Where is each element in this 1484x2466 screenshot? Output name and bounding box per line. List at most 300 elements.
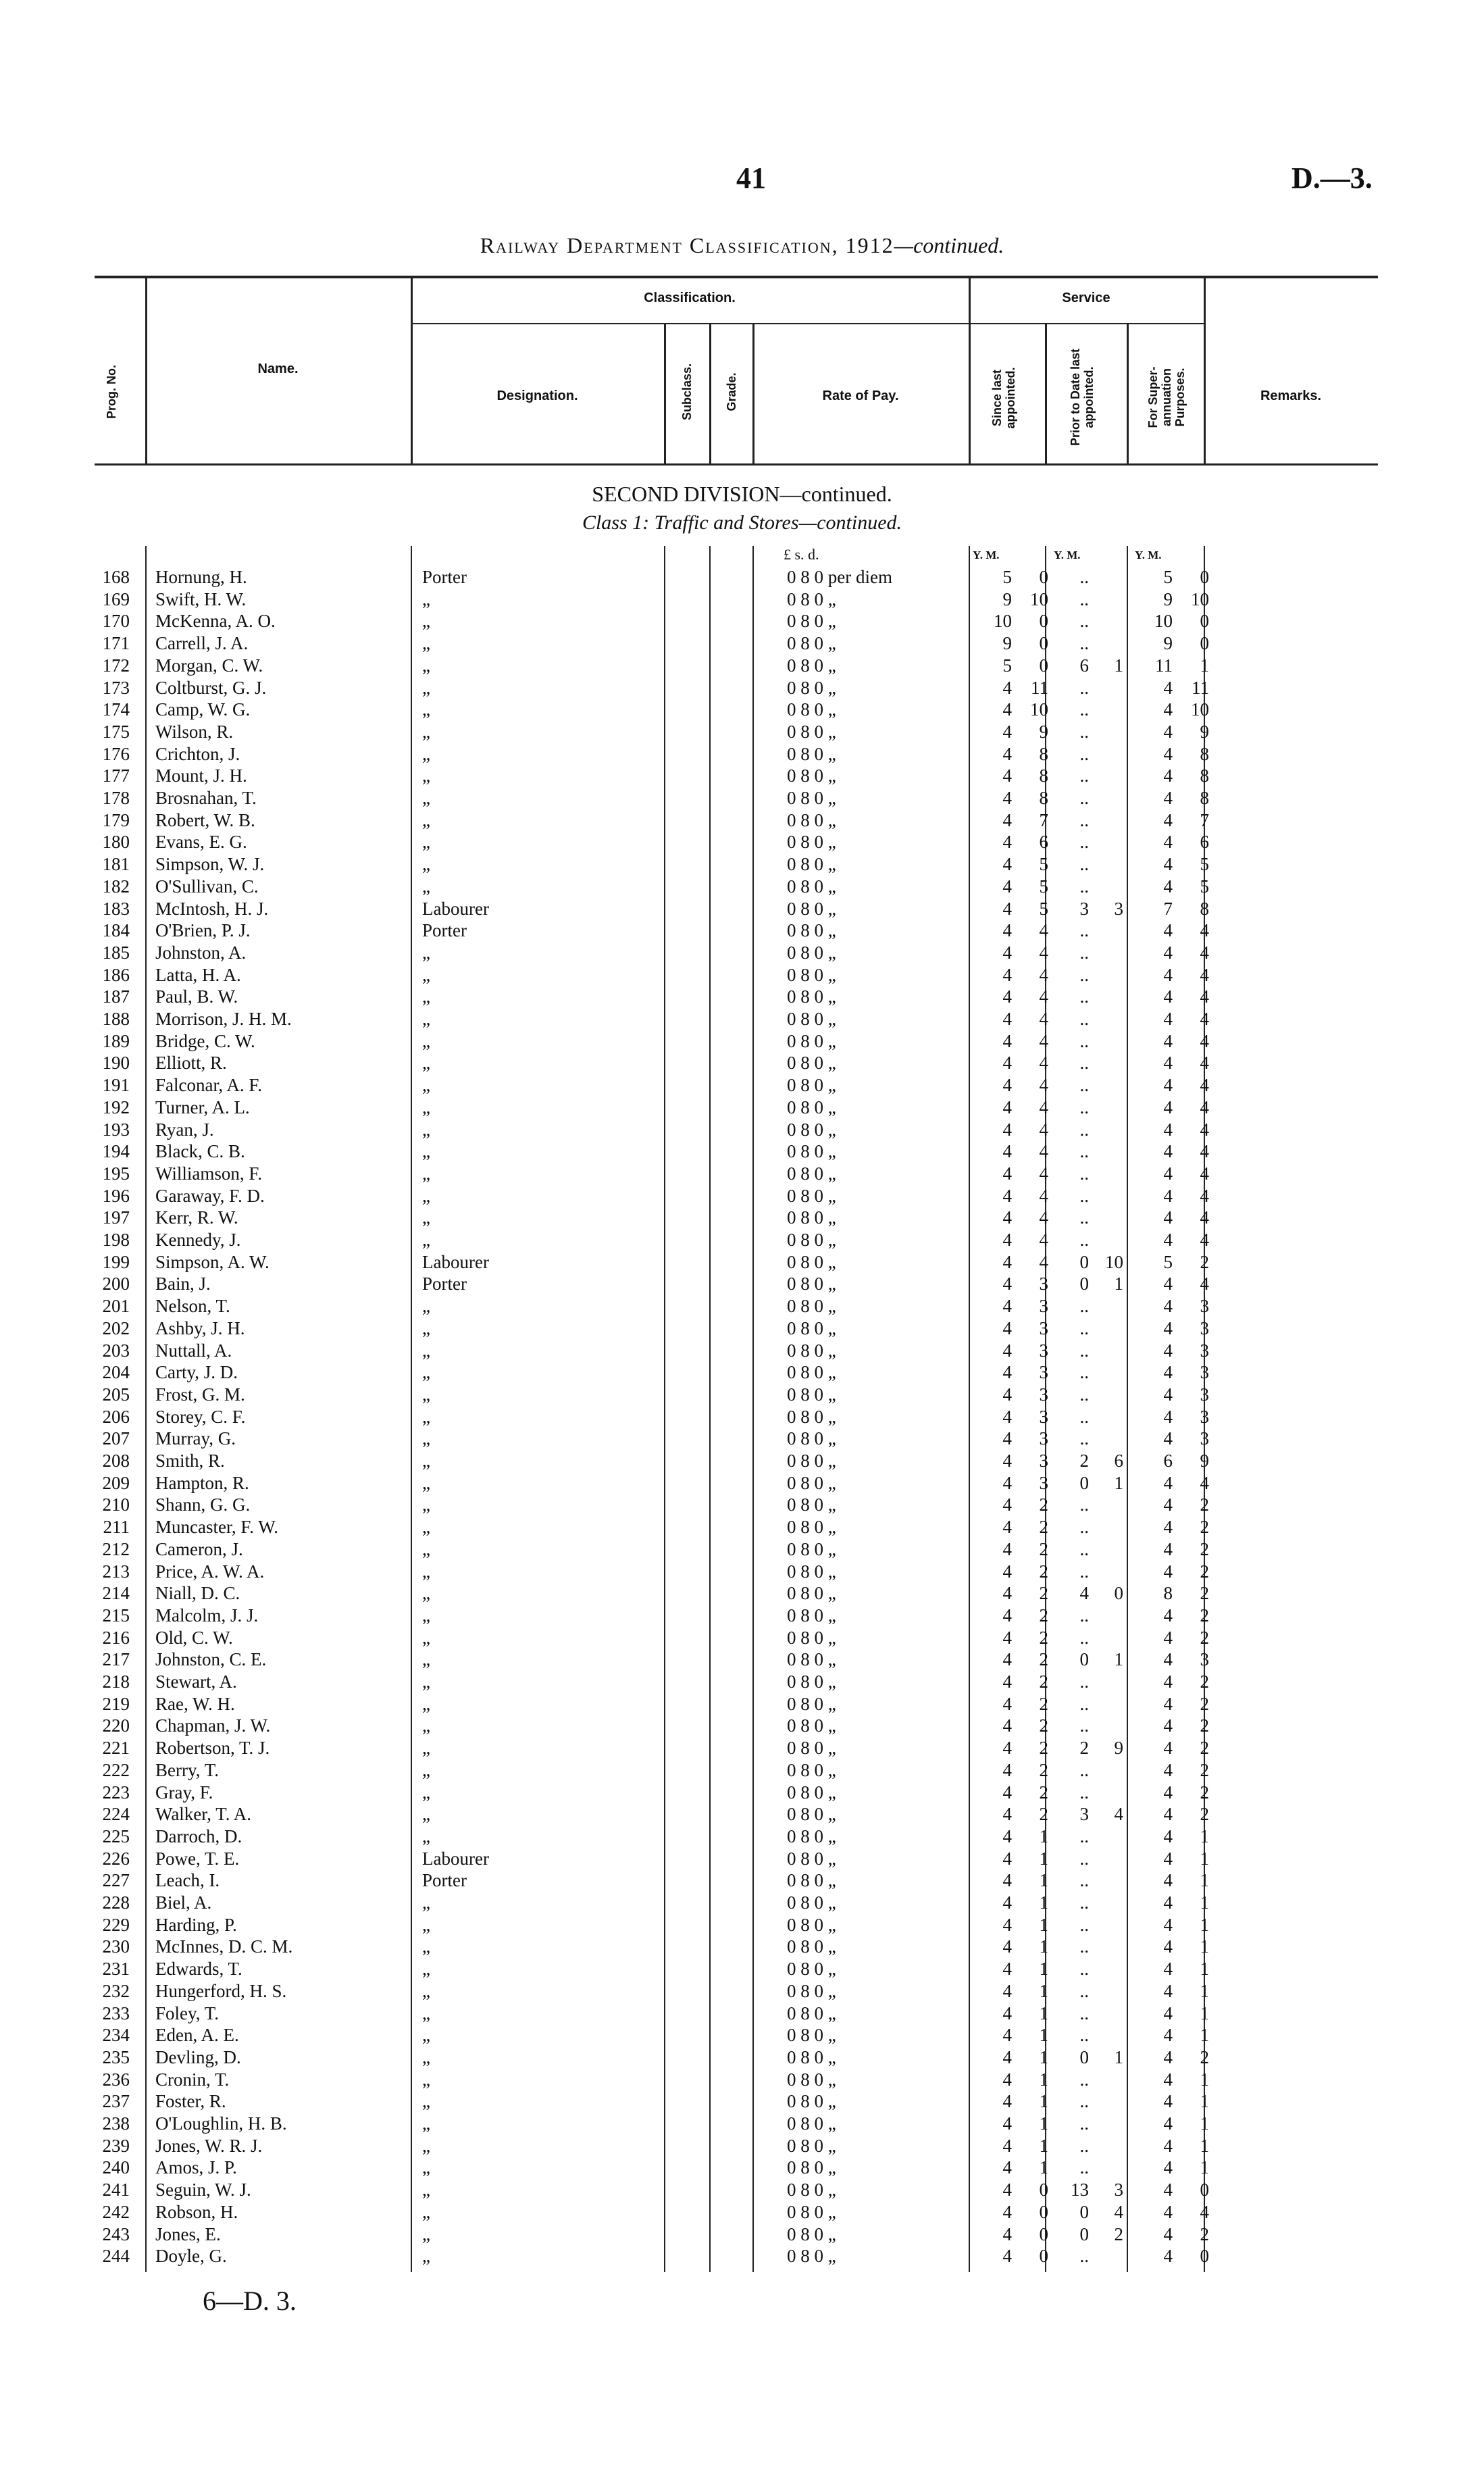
employee-name: Kerr, R. W. bbox=[155, 1207, 238, 1228]
super-months: 10 bbox=[1191, 699, 1209, 720]
super-months: 1 bbox=[1200, 1826, 1209, 1846]
table-row bbox=[0, 986, 1484, 1008]
employee-name: Seguin, W. J. bbox=[155, 2180, 251, 2200]
since-months: 0 bbox=[1039, 2246, 1048, 2267]
rate-of-pay: 0 8 0 „ bbox=[787, 2223, 836, 2244]
since-months: 4 bbox=[1039, 1097, 1048, 1117]
employee-name: Hungerford, H. S. bbox=[155, 1980, 287, 2001]
prior-years: .. bbox=[1079, 1936, 1089, 1957]
super-years: 9 bbox=[1163, 588, 1173, 609]
super-months: 9 bbox=[1200, 1451, 1209, 1471]
since-months: 2 bbox=[1039, 1693, 1048, 1714]
since-months: 1 bbox=[1039, 1826, 1048, 1846]
prog-no: 231 bbox=[102, 1959, 130, 1980]
super-months: 4 bbox=[1200, 1075, 1209, 1096]
super-years: 4 bbox=[1163, 809, 1173, 830]
rate-of-pay: 0 8 0 „ bbox=[787, 1980, 836, 2001]
designation: „ bbox=[422, 2201, 430, 2222]
table-row bbox=[0, 2201, 1484, 2223]
prior-years: 0 bbox=[1079, 1649, 1089, 1670]
employee-name: McIntosh, H. J. bbox=[155, 898, 269, 919]
table-row bbox=[0, 1803, 1484, 1826]
employee-name: Niall, D. C. bbox=[155, 1583, 240, 1604]
since-months: 1 bbox=[1039, 1848, 1048, 1869]
since-years: 4 bbox=[1002, 699, 1012, 720]
employee-name: Old, C. W. bbox=[155, 1627, 233, 1648]
since-years: 4 bbox=[1002, 1251, 1012, 1272]
employee-name: O'Loughlin, H. B. bbox=[155, 2113, 287, 2134]
super-years: 4 bbox=[1163, 1472, 1173, 1493]
employee-name: Coltburst, G. J. bbox=[155, 677, 267, 698]
rate-of-pay: 0 8 0 „ bbox=[787, 699, 836, 720]
designation: „ bbox=[422, 1892, 430, 1913]
table-row bbox=[0, 787, 1484, 809]
employee-name: Malcolm, J. J. bbox=[155, 1605, 259, 1626]
super-years: 4 bbox=[1163, 1406, 1173, 1427]
super-months: 0 bbox=[1200, 633, 1209, 654]
super-years: 4 bbox=[1163, 1804, 1173, 1825]
since-years: 4 bbox=[1002, 2091, 1012, 2112]
super-years: 8 bbox=[1163, 1583, 1173, 1604]
since-months: 4 bbox=[1039, 986, 1048, 1007]
since-years: 4 bbox=[1002, 1009, 1012, 1029]
super-years: 4 bbox=[1163, 2246, 1173, 2267]
prior-years: .. bbox=[1079, 1119, 1089, 1140]
rate-of-pay: 0 8 0 „ bbox=[787, 1009, 836, 1029]
since-years: 10 bbox=[994, 611, 1012, 632]
table-row bbox=[0, 1516, 1484, 1538]
since-months: 4 bbox=[1039, 1075, 1048, 1096]
since-months: 7 bbox=[1039, 809, 1048, 830]
super-months: 2 bbox=[1200, 1538, 1209, 1559]
prog-no: 238 bbox=[102, 2113, 130, 2134]
prior-years: .. bbox=[1079, 2113, 1089, 2134]
since-months: 3 bbox=[1039, 1317, 1048, 1338]
super-years: 4 bbox=[1163, 1030, 1173, 1051]
since-months: 4 bbox=[1039, 942, 1048, 963]
prog-no: 169 bbox=[102, 588, 130, 609]
since-months: 2 bbox=[1039, 1605, 1048, 1626]
table-row bbox=[0, 1185, 1484, 1207]
table-row bbox=[0, 2046, 1484, 2069]
rate-of-pay: 0 8 0 „ bbox=[787, 986, 836, 1007]
super-years: 4 bbox=[1163, 1759, 1173, 1780]
employee-name: Cronin, T. bbox=[155, 2069, 230, 2090]
table-row bbox=[0, 809, 1484, 832]
designation: Labourer bbox=[422, 1251, 489, 1272]
prog-no: 184 bbox=[102, 920, 130, 941]
col-divider bbox=[709, 323, 711, 465]
prior-months: 3 bbox=[1114, 898, 1123, 919]
rate-of-pay: 0 8 0 „ bbox=[787, 1230, 836, 1250]
super-months: 4 bbox=[1200, 964, 1209, 985]
since-months: 1 bbox=[1039, 2091, 1048, 2112]
table-row bbox=[0, 2003, 1484, 2025]
prior-months: 1 bbox=[1114, 1472, 1123, 1493]
col-divider bbox=[664, 323, 666, 465]
table-row bbox=[0, 2069, 1484, 2091]
rate-of-pay: 0 8 0 „ bbox=[787, 2157, 836, 2178]
rate-of-pay: 0 8 0 „ bbox=[787, 1583, 836, 1604]
rate-of-pay: 0 8 0 „ bbox=[787, 2246, 836, 2267]
super-years: 4 bbox=[1163, 788, 1173, 808]
since-years: 4 bbox=[1002, 1406, 1012, 1427]
rate-of-pay: 0 8 0 „ bbox=[787, 743, 836, 764]
table-row bbox=[0, 1472, 1484, 1494]
rate-of-pay: 0 8 0 „ bbox=[787, 1119, 836, 1140]
table-row bbox=[0, 1538, 1484, 1561]
rate-of-pay: 0 8 0 „ bbox=[787, 1759, 836, 1780]
employee-name: Robertson, T. J. bbox=[155, 1738, 270, 1759]
prog-no: 234 bbox=[102, 2025, 130, 2046]
designation: „ bbox=[422, 1914, 430, 1935]
since-months: 2 bbox=[1039, 1627, 1048, 1648]
super-years: 4 bbox=[1163, 1627, 1173, 1648]
table-row bbox=[0, 1693, 1484, 1715]
prog-no: 170 bbox=[102, 611, 130, 632]
since-years: 4 bbox=[1002, 765, 1012, 786]
employee-name: Crichton, J. bbox=[155, 743, 240, 764]
super-months: 4 bbox=[1200, 1185, 1209, 1206]
since-years: 4 bbox=[1002, 809, 1012, 830]
employee-name: Walker, T. A. bbox=[155, 1804, 251, 1825]
units-super: Y. M. bbox=[1135, 549, 1162, 561]
since-months: 3 bbox=[1039, 1274, 1048, 1294]
since-years: 4 bbox=[1002, 2025, 1012, 2046]
rate-of-pay: 0 8 0 „ bbox=[787, 1517, 836, 1538]
since-months: 2 bbox=[1039, 1517, 1048, 1538]
super-months: 4 bbox=[1200, 1009, 1209, 1029]
prior-years: .. bbox=[1079, 1848, 1089, 1869]
designation: „ bbox=[422, 1317, 430, 1338]
rate-of-pay: 0 8 0 „ bbox=[787, 1472, 836, 1493]
employee-name: Kennedy, J. bbox=[155, 1230, 241, 1250]
since-years: 4 bbox=[1002, 2135, 1012, 2156]
since-months: 1 bbox=[1039, 2069, 1048, 2090]
since-months: 0 bbox=[1039, 611, 1048, 632]
since-months: 0 bbox=[1039, 567, 1048, 587]
prior-years: .. bbox=[1079, 854, 1089, 875]
prior-years: .. bbox=[1079, 1627, 1089, 1648]
col-divider bbox=[1045, 323, 1047, 465]
rate-of-pay: 0 8 0 „ bbox=[787, 1451, 836, 1471]
table-row bbox=[0, 2179, 1484, 2201]
class-heading bbox=[0, 511, 1484, 534]
prior-years: .. bbox=[1079, 1959, 1089, 1980]
since-years: 9 bbox=[1002, 633, 1012, 654]
designation: „ bbox=[422, 1959, 430, 1980]
prior-years: .. bbox=[1079, 1009, 1089, 1029]
rate-of-pay: 0 8 0 „ bbox=[787, 1804, 836, 1825]
prior-years: .. bbox=[1079, 1362, 1089, 1383]
prog-no: 175 bbox=[102, 721, 130, 742]
since-years: 4 bbox=[1002, 854, 1012, 875]
super-months: 3 bbox=[1200, 1649, 1209, 1670]
designation: „ bbox=[422, 2157, 430, 2178]
super-months: 10 bbox=[1191, 588, 1209, 609]
rate-of-pay: 0 8 0 „ bbox=[787, 1384, 836, 1405]
designation: „ bbox=[422, 964, 430, 985]
super-years: 4 bbox=[1163, 1296, 1173, 1317]
designation: „ bbox=[422, 2003, 430, 2023]
prior-years: .. bbox=[1079, 1494, 1089, 1515]
col-divider bbox=[1127, 323, 1129, 465]
designation: „ bbox=[422, 1649, 430, 1670]
super-years: 4 bbox=[1163, 2046, 1173, 2067]
prog-no: 171 bbox=[102, 633, 130, 654]
super-months: 2 bbox=[1200, 2223, 1209, 2244]
super-years: 4 bbox=[1163, 765, 1173, 786]
rate-of-pay: 0 8 0 „ bbox=[787, 1826, 836, 1846]
since-years: 4 bbox=[1002, 1561, 1012, 1582]
rate-of-pay: 0 8 0 „ bbox=[787, 788, 836, 808]
designation: „ bbox=[422, 1451, 430, 1471]
since-years: 4 bbox=[1002, 2113, 1012, 2134]
employee-name: Darroch, D. bbox=[155, 1826, 242, 1846]
prog-no: 186 bbox=[102, 964, 130, 985]
super-years: 4 bbox=[1163, 1141, 1173, 1162]
rate-of-pay: 0 8 0 „ bbox=[787, 1693, 836, 1714]
header-prog-no: Prog. No. bbox=[105, 365, 118, 419]
super-years: 4 bbox=[1163, 1892, 1173, 1913]
since-months: 2 bbox=[1039, 1782, 1048, 1803]
designation: „ bbox=[422, 2180, 430, 2200]
since-years: 4 bbox=[1002, 1472, 1012, 1493]
rate-of-pay: 0 8 0 „ bbox=[787, 1892, 836, 1913]
super-months: 1 bbox=[1200, 2091, 1209, 2112]
employee-name: Smith, R. bbox=[155, 1451, 225, 1471]
super-years: 4 bbox=[1163, 2069, 1173, 2090]
designation: „ bbox=[422, 1671, 430, 1692]
header-since-last: Since last appointed. bbox=[990, 367, 1017, 429]
super-months: 2 bbox=[1200, 1782, 1209, 1803]
prog-no: 227 bbox=[102, 1870, 130, 1891]
rate-of-pay: 0 8 0 „ bbox=[787, 898, 836, 919]
rate-of-pay: 0 8 0 „ bbox=[787, 2113, 836, 2134]
prog-no: 192 bbox=[102, 1097, 130, 1117]
super-years: 4 bbox=[1163, 1782, 1173, 1803]
table-row bbox=[0, 920, 1484, 942]
super-months: 4 bbox=[1200, 1274, 1209, 1294]
super-years: 4 bbox=[1163, 1119, 1173, 1140]
prog-no: 205 bbox=[102, 1384, 130, 1405]
employee-name: Harding, P. bbox=[155, 1914, 237, 1935]
since-months: 5 bbox=[1039, 876, 1048, 897]
super-years: 4 bbox=[1163, 2003, 1173, 2023]
super-years: 4 bbox=[1163, 942, 1173, 963]
prog-no: 173 bbox=[102, 677, 130, 698]
table-row bbox=[0, 1715, 1484, 1737]
prior-years: .. bbox=[1079, 1185, 1089, 1206]
super-months: 1 bbox=[1200, 2113, 1209, 2134]
prior-years: .. bbox=[1079, 721, 1089, 742]
since-years: 4 bbox=[1002, 1671, 1012, 1692]
prior-months: 9 bbox=[1114, 1738, 1123, 1759]
since-years: 4 bbox=[1002, 1185, 1012, 1206]
since-months: 3 bbox=[1039, 1384, 1048, 1405]
table-row bbox=[0, 677, 1484, 699]
super-years: 4 bbox=[1163, 832, 1173, 853]
prog-no: 233 bbox=[102, 2003, 130, 2023]
prog-no: 180 bbox=[102, 832, 130, 853]
prior-years: 4 bbox=[1079, 1583, 1089, 1604]
prog-no: 232 bbox=[102, 1980, 130, 2001]
rate-of-pay: 0 8 0 „ bbox=[787, 1406, 836, 1427]
header-top-rule bbox=[95, 276, 1378, 278]
employee-name: Carrell, J. A. bbox=[155, 633, 249, 654]
prog-no: 202 bbox=[102, 1317, 130, 1338]
prog-no: 200 bbox=[102, 1274, 130, 1294]
prior-years: .. bbox=[1079, 1053, 1089, 1074]
super-years: 4 bbox=[1163, 1340, 1173, 1361]
super-months: 2 bbox=[1200, 1804, 1209, 1825]
prog-no: 174 bbox=[102, 699, 130, 720]
since-years: 4 bbox=[1002, 743, 1012, 764]
since-years: 4 bbox=[1002, 832, 1012, 853]
since-years: 4 bbox=[1002, 1317, 1012, 1338]
table-row bbox=[0, 1340, 1484, 1362]
since-months: 3 bbox=[1039, 1406, 1048, 1427]
designation: Porter bbox=[422, 920, 467, 941]
since-years: 4 bbox=[1002, 1914, 1012, 1935]
super-months: 1 bbox=[1200, 2025, 1209, 2046]
prior-years: .. bbox=[1079, 765, 1089, 786]
since-months: 1 bbox=[1039, 2046, 1048, 2067]
rate-of-pay: 0 8 0 „ bbox=[787, 1053, 836, 1074]
prior-years: .. bbox=[1079, 1980, 1089, 2001]
since-months: 3 bbox=[1039, 1296, 1048, 1317]
super-months: 8 bbox=[1200, 765, 1209, 786]
designation: „ bbox=[422, 1693, 430, 1714]
prog-no: 206 bbox=[102, 1406, 130, 1427]
prior-years: .. bbox=[1079, 1384, 1089, 1405]
rate-of-pay: 0 8 0 „ bbox=[787, 2201, 836, 2222]
prior-months: 4 bbox=[1114, 2201, 1123, 2222]
employee-name: Simpson, W. J. bbox=[155, 854, 265, 875]
employee-name: Robson, H. bbox=[155, 2201, 238, 2222]
employee-name: Gray, F. bbox=[155, 1782, 213, 1803]
prog-no: 225 bbox=[102, 1826, 130, 1846]
prior-years: .. bbox=[1079, 809, 1089, 830]
prog-no: 216 bbox=[102, 1627, 130, 1648]
prog-no: 201 bbox=[102, 1296, 130, 1317]
since-years: 4 bbox=[1002, 1980, 1012, 2001]
designation: Porter bbox=[422, 567, 467, 587]
employee-name: Carty, J. D. bbox=[155, 1362, 238, 1383]
super-months: 4 bbox=[1200, 2201, 1209, 2222]
since-months: 0 bbox=[1039, 633, 1048, 654]
prog-no: 195 bbox=[102, 1163, 130, 1184]
rate-of-pay: 0 8 0 „ bbox=[787, 832, 836, 853]
designation: „ bbox=[422, 1517, 430, 1538]
employee-name: Frost, G. M. bbox=[155, 1384, 245, 1405]
rate-of-pay: 0 8 0 „ bbox=[787, 1030, 836, 1051]
employee-name: McKenna, A. O. bbox=[155, 611, 276, 632]
rate-of-pay: 0 8 0 „ bbox=[787, 1782, 836, 1803]
super-months: 3 bbox=[1200, 1384, 1209, 1405]
employee-name: McInnes, D. C. M. bbox=[155, 1936, 293, 1957]
table-row bbox=[0, 566, 1484, 588]
prior-years: .. bbox=[1079, 1892, 1089, 1913]
super-years: 4 bbox=[1163, 1870, 1173, 1891]
employee-name: Biel, A. bbox=[155, 1892, 212, 1913]
since-years: 4 bbox=[1002, 1848, 1012, 1869]
super-years: 4 bbox=[1163, 2223, 1173, 2244]
since-months: 3 bbox=[1039, 1472, 1048, 1493]
prior-years: .. bbox=[1079, 1671, 1089, 1692]
super-years: 4 bbox=[1163, 964, 1173, 985]
rate-of-pay: 0 8 0 „ bbox=[787, 633, 836, 654]
table-row bbox=[0, 1582, 1484, 1605]
rate-of-pay: 0 8 0 „ bbox=[787, 611, 836, 632]
since-years: 4 bbox=[1002, 1296, 1012, 1317]
since-months: 1 bbox=[1039, 2135, 1048, 2156]
employee-name: Eden, A. E. bbox=[155, 2025, 239, 2046]
since-months: 2 bbox=[1039, 1494, 1048, 1515]
prog-no: 198 bbox=[102, 1230, 130, 1250]
since-months: 10 bbox=[1030, 588, 1048, 609]
designation: „ bbox=[422, 788, 430, 808]
designation: „ bbox=[422, 1030, 430, 1051]
prior-years: .. bbox=[1079, 1715, 1089, 1736]
division-heading: SECOND DIVISION—continued. bbox=[592, 482, 892, 506]
super-years: 4 bbox=[1163, 1848, 1173, 1869]
super-months: 2 bbox=[1200, 1561, 1209, 1582]
prior-months: 3 bbox=[1114, 2180, 1123, 2200]
table-row bbox=[0, 1361, 1484, 1384]
prior-years: .. bbox=[1079, 942, 1089, 963]
super-years: 4 bbox=[1163, 721, 1173, 742]
prog-no: 235 bbox=[102, 2046, 130, 2067]
prior-years: .. bbox=[1079, 1163, 1089, 1184]
since-months: 4 bbox=[1039, 1251, 1048, 1272]
prog-no: 178 bbox=[102, 788, 130, 808]
since-years: 4 bbox=[1002, 2223, 1012, 2244]
class-heading-text: Class 1: Traffic and Stores—continued. bbox=[582, 511, 902, 534]
since-years: 4 bbox=[1002, 1451, 1012, 1471]
employee-name: Ryan, J. bbox=[155, 1119, 214, 1140]
designation: „ bbox=[422, 1627, 430, 1648]
table-row bbox=[0, 1030, 1484, 1053]
prior-years: .. bbox=[1079, 1538, 1089, 1559]
since-months: 0 bbox=[1039, 655, 1048, 676]
super-months: 8 bbox=[1200, 788, 1209, 808]
since-months: 1 bbox=[1039, 1870, 1048, 1891]
rate-of-pay: 0 8 0 „ bbox=[787, 1605, 836, 1626]
prior-years: .. bbox=[1079, 2069, 1089, 2090]
prog-no: 203 bbox=[102, 1340, 130, 1361]
employee-name: Simpson, A. W. bbox=[155, 1251, 270, 1272]
col-divider bbox=[1204, 276, 1206, 465]
table-row bbox=[0, 1980, 1484, 2003]
employee-name: Johnston, A. bbox=[155, 942, 247, 963]
employee-name: Cameron, J. bbox=[155, 1538, 243, 1559]
prior-months: 0 bbox=[1114, 1583, 1123, 1604]
since-months: 2 bbox=[1039, 1561, 1048, 1582]
since-years: 4 bbox=[1002, 721, 1012, 742]
designation: „ bbox=[422, 2113, 430, 2134]
designation: „ bbox=[422, 1715, 430, 1736]
super-months: 11 bbox=[1192, 677, 1209, 698]
since-years: 4 bbox=[1002, 942, 1012, 963]
super-years: 4 bbox=[1163, 1185, 1173, 1206]
prior-years: 0 bbox=[1079, 1274, 1089, 1294]
since-months: 1 bbox=[1039, 1980, 1048, 2001]
rate-of-pay: 0 8 0 „ bbox=[787, 1296, 836, 1317]
employee-name: O'Sullivan, C. bbox=[155, 876, 259, 897]
table-row bbox=[0, 1494, 1484, 1516]
since-months: 8 bbox=[1039, 765, 1048, 786]
